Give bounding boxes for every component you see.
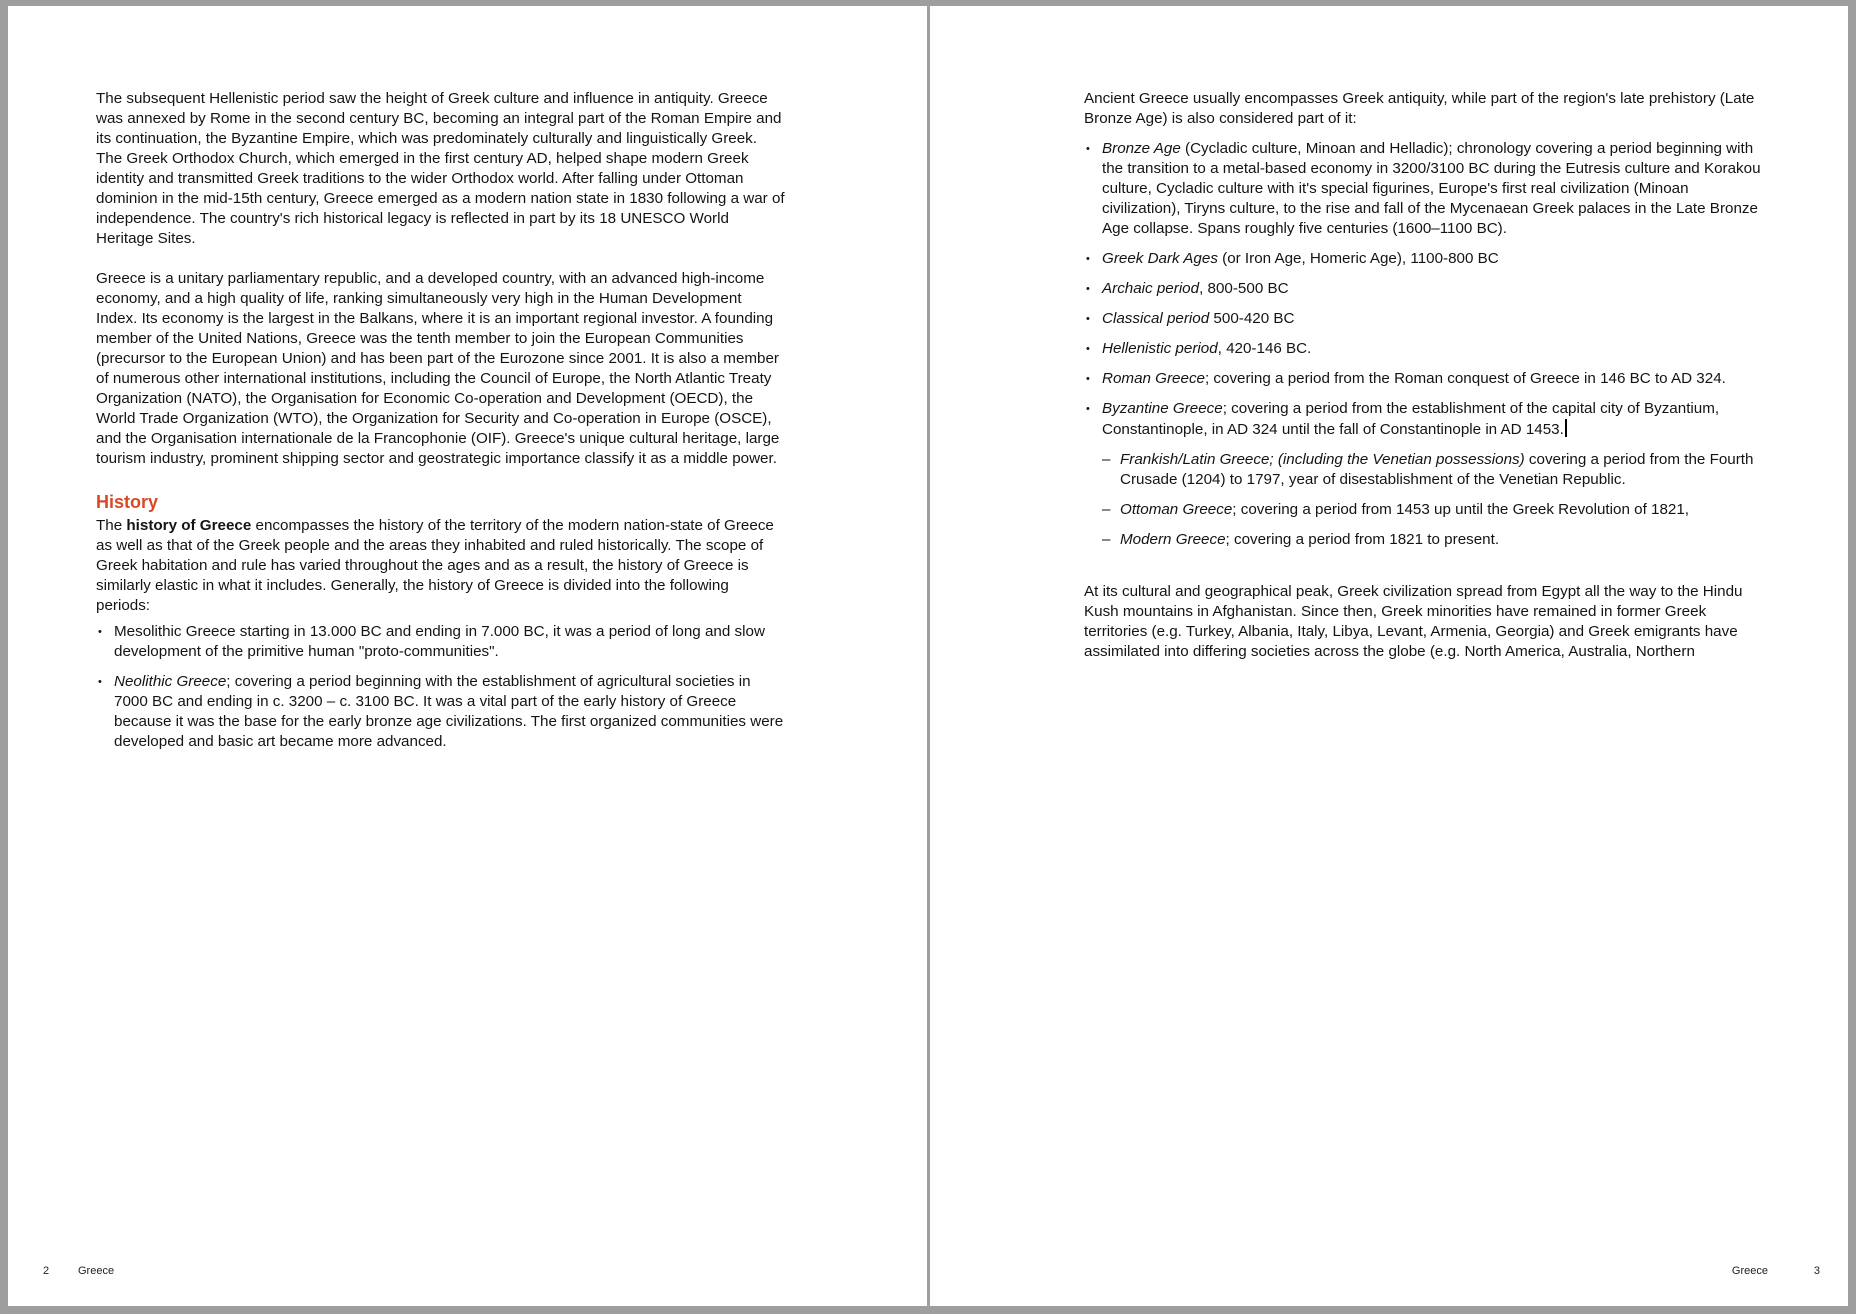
list-item-text: ; covering a period from the Roman conquest of Greece in 146 BC to AD 324. <box>1204 370 1726 387</box>
list-item <box>1084 369 1770 389</box>
list-item-text: , 420-146 BC. <box>1217 340 1312 357</box>
sub-list-item-emphasis: Ottoman Greece <box>1120 501 1233 518</box>
right-period-list <box>1084 139 1770 440</box>
history-intro <box>96 516 786 616</box>
history-intro-start: The <box>96 517 127 534</box>
list-item-text: (or Iron Age, Homeric Age), 1100-800 BC <box>1217 250 1499 267</box>
text-cursor <box>1565 419 1567 437</box>
left-page-content <box>96 89 786 762</box>
list-item-emphasis: Bronze Age <box>1102 140 1181 157</box>
ancient-greece-intro: Ancient Greece usually encompasses Greek antiquity, while part of the region's late prehistory (Late Bronze Age) is also considered part of it: <box>1084 90 1755 127</box>
running-footer-title: Greece <box>78 1265 115 1277</box>
list-item <box>1084 139 1770 239</box>
list-item-emphasis: Greek Dark Ages <box>1102 250 1218 267</box>
sub-list-item-emphasis-secondary: (including the Venetian possessions) <box>1277 451 1525 468</box>
page-number: 2 <box>43 1265 50 1277</box>
page-number: 3 <box>1813 1265 1820 1277</box>
list-item <box>1084 399 1770 440</box>
sub-list-item-text: ; covering a period from 1821 to present. <box>1225 531 1500 548</box>
list-item <box>1084 279 1770 299</box>
sub-list-item-emphasis: Frankish/Latin Greece; <box>1120 451 1274 468</box>
list-item <box>96 672 786 752</box>
list-item-text: (Cycladic culture, Minoan and Helladic); chronology covering a period beginning with the transition to a metal-based economy in 3200/3100 BC during the Eutresis culture and Korakou culture, Cycladic culture with it's special figurines, Europe's first real civilization (Minoan civilization), Tiryns culture, to the rise and fall of the Mycenaean Greek palaces in the Late Bronze Age collapse. Spans roughly five centuries (1600–1100 BC). <box>1102 140 1761 237</box>
paragraph-republic: Greece is a unitary parliamentary republic, and a developed country, with an advanced high-income economy, and a high quality of life, ranking simultaneously very high in the Human Development Index. Its economy is the largest in the Balkans, where it is an important regional investor. A founding member of the United Nations, Greece was the tenth member to join the European Communities (precursor to the European Union) and has been part of the Eurozone since 2001. It is also a member of numerous other international institutions, including the Council of Europe, the North Atlantic Treaty Organization (NATO), the Organisation for Economic Co-operation and Development (OECD), the World Trade Organization (WTO), the Organization for Security and Co-operation in Europe (OSCE), and the Organisation internationale de la Francophonie (OIF). Greece's unique cultural heritage, large tourism industry, prominent shipping sector and geostrategic importance classify it as a middle power. <box>96 270 780 467</box>
left-period-list <box>96 622 786 752</box>
list-item-text: ; covering a period from the establishment of the capital city of Byzantium, Constantinople, in AD 324 until the fall of Constantinople in AD 1453. <box>1102 400 1720 438</box>
list-item-emphasis: Byzantine Greece <box>1102 400 1223 417</box>
sub-list-item-emphasis: Modern Greece <box>1120 531 1226 548</box>
list-item <box>1084 339 1770 359</box>
list-item-text: Mesolithic Greece starting in 13.000 BC and ending in 7.000 BC, it was a period of long and slow development of the primitive human "proto-communities". <box>114 623 765 660</box>
history-heading: History <box>96 492 159 512</box>
sub-list-item-text: ; covering a period from 1453 up until the Greek Revolution of 1821, <box>1232 501 1690 518</box>
history-intro-bold: history of Greece <box>126 517 252 534</box>
list-item-text: , 800-500 BC <box>1199 280 1289 297</box>
list-item <box>1084 309 1770 329</box>
list-item <box>96 622 786 662</box>
right-page-content <box>1084 89 1770 662</box>
right-page <box>930 6 1848 1306</box>
list-item <box>1084 249 1770 269</box>
list-item-emphasis: Archaic period <box>1102 280 1200 297</box>
sub-list-item <box>1084 450 1770 490</box>
list-item-text: ; covering a period beginning with the establishment of agricultural societies in 7000 BC and ending in c. 3200 – c. 3100 BC. It was a vital part of the early history of Greece because it was the base for the early bronze age civilizations. The first organized communities were developed and basic art became more advanced. <box>114 673 784 750</box>
cultural-peak-paragraph: At its cultural and geographical peak, Greek civilization spread from Egypt all the way to the Hindu Kush mountains in Afghanistan. Since then, Greek minorities have remained in former Greek territories (e.g. Turkey, Albania, Italy, Libya, Levant, Armenia, Georgia) and Greek emigrants have assimilated into differing societies across the globe (e.g. North America, Australia, Northern <box>1084 583 1743 660</box>
left-page <box>8 6 927 1306</box>
list-item-emphasis: Classical period <box>1102 310 1210 327</box>
list-item-emphasis: Hellenistic period <box>1102 340 1218 357</box>
list-item-emphasis: Roman Greece <box>1102 370 1205 387</box>
paragraph-hellenistic: The subsequent Hellenistic period saw the height of Greek culture and influence in antiquity. Greece was annexed by Rome in the second century BC, becoming an integral part of the Roman Empire and its continuation, the Byzantine Empire, which was predominately culturally and linguistically Greek. The Greek Orthodox Church, which emerged in the first century AD, helped shape modern Greek identity and transmitted Greek traditions to the wider Orthodox world. After falling under Ottoman dominion in the mid-15th century, Greece emerged as a modern nation state in 1830 following a war of independence. The country's rich historical legacy is reflected in part by its 18 UNESCO World Heritage Sites. <box>96 90 785 247</box>
sub-list-item <box>1084 500 1770 520</box>
byzantine-subperiod-list <box>1084 450 1770 550</box>
sub-list-item-text: covering a period from the Fourth Crusade (1204) to 1797, year of disestablishment of the Venetian Republic. <box>1120 451 1754 488</box>
history-intro-rest: encompasses the history of the territory of the modern nation-state of Greece as well as that of the Greek people and the areas they inhabited and ruled historically. The scope of Greek habitation and rule has varied throughout the ages and as a result, the history of Greece is similarly elastic in what it includes. Generally, the history of Greece is divided into the following periods: <box>96 517 774 614</box>
list-item-text: 500-420 BC <box>1209 310 1295 327</box>
list-item-emphasis: Neolithic Greece <box>114 673 227 690</box>
running-footer-title: Greece <box>1731 1265 1768 1277</box>
sub-list-item <box>1084 530 1770 550</box>
